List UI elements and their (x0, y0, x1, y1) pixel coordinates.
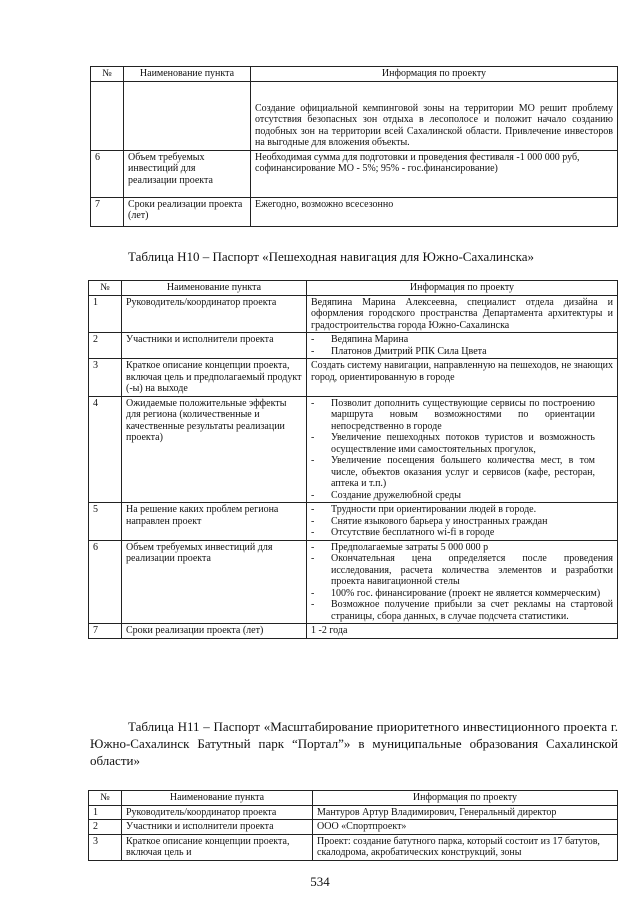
row-num: 2 (89, 333, 122, 359)
row-info: Ежегодно, возможно всесезонно (251, 197, 618, 226)
row-info: Необходимая сумма для подготовки и проведения фестиваля -1 000 000 руб, софинансирование МО - 5%; 95% - гос.финансирование) (251, 150, 618, 197)
row-name: Участники и исполнители проекта (122, 333, 307, 359)
row-name: Ожидаемые положительные эффекты для региона (количественные и качественные результаты реализации проекта) (122, 396, 307, 503)
row-name: Краткое описание концепции проекта, включая цель и (122, 834, 313, 860)
row-num: 1 (89, 805, 122, 820)
list-item: - Позволит дополнить существующие сервисы по построению маршрута новым возможностями по ориентации непосредственно в городе (307, 398, 595, 433)
list-item: - Предполагаемые затраты 5 000 000 р (307, 542, 613, 554)
table-row (89, 834, 618, 860)
row-info: Создать систему навигации, направленную на пешеходов, не знающих город, ориентированную в городе (307, 359, 618, 397)
table-top-continuation (90, 66, 618, 227)
participants-list (307, 334, 613, 357)
header-info: Информация по проекту (307, 281, 618, 296)
list-item: - Отсутствие бесплатного wi-fi в городе (307, 527, 613, 539)
problems-list (307, 504, 613, 539)
table-row (89, 333, 618, 359)
table-row (89, 820, 618, 835)
investment-list (307, 542, 613, 623)
list-item: - Создание дружелюбной среды (307, 490, 595, 502)
row-num: 5 (89, 503, 122, 541)
row-name: Краткое описание концепции проекта, включая цель и предполагаемый продукт (-ы) на выходе (122, 359, 307, 397)
row-num: 7 (89, 624, 122, 639)
table-row (91, 81, 618, 150)
effects-list (307, 398, 613, 502)
table-h11 (88, 790, 618, 861)
row-num: 6 (91, 150, 124, 197)
row-info: 1 -2 года (307, 624, 618, 639)
table-row (89, 503, 618, 541)
table-header-row (89, 281, 618, 296)
table-row (89, 295, 618, 333)
list-item: - Увеличение пешеходных потоков туристов и возможность осуществление ими самостоятельных прогулок, (307, 432, 595, 455)
header-name: Наименование пункта (124, 67, 251, 82)
header-num: № (91, 67, 124, 82)
header-name: Наименование пункта (122, 281, 307, 296)
list-item: - Снятие языкового барьера у иностранных граждан (307, 516, 613, 528)
row-name: Объем требуемых инвестиций для реализации проекта (122, 540, 307, 624)
table-row (89, 805, 618, 820)
list-item: - Возможное получение прибыли за счет рекламы на стартовой страницы, сбора данных, в случае подсчета статистики. (307, 599, 613, 622)
row-info: Проект: создание батутного парка, который состоит из 17 батутов, скалодрома, акробатических конструкций, зоны (313, 834, 618, 860)
header-name: Наименование пункта (122, 791, 313, 806)
list-item: - Увеличение посещения большего количества мест, в том числе, объектов оказания услуг и сервисов (кафе, ресторан, аптека и т.п.) (307, 455, 595, 490)
caption-h11: Таблица Н11 – Паспорт «Масштабирование приоритетного инвестиционного проекта г. Южно-Сахалинск Батутный парк “Портал”» в муниципальные образования Сахалинской области» (90, 719, 618, 768)
header-num: № (89, 281, 122, 296)
table-row (89, 396, 618, 503)
list-item: - Трудности при ориентировании людей в городе. (307, 504, 613, 516)
row-num: 3 (89, 834, 122, 860)
row-info: ООО «Спортпроект» (313, 820, 618, 835)
row-num: 3 (89, 359, 122, 397)
row-info: Ведяпина Марина Алексеевна, специалист отдела дизайна и оформления городского пространства Департамента архитектуры и градостроительства города Южно-Сахалинска (307, 295, 618, 333)
table-row (89, 624, 618, 639)
row-info: Мантуров Артур Владимирович, Генеральный директор (313, 805, 618, 820)
row-num: 4 (89, 396, 122, 503)
caption-h10: Таблица Н10 – Паспорт «Пешеходная навигация для Южно-Сахалинска» (128, 249, 535, 264)
row-name: Руководитель/координатор проекта (122, 295, 307, 333)
row-name: Сроки реализации проекта (лет) (124, 197, 251, 226)
row-cont-info: Создание официальной кемпинговой зоны на территории МО решит проблему отсутствия безопасных зон отдыха в лесополосе и положит начало созданию подобных зон на территории всей Сахалинской области. Привлечение инвесторов на выгодные для вложения объекты. (251, 81, 618, 150)
table-row (89, 540, 618, 624)
header-num: № (89, 791, 122, 806)
table-row (91, 150, 618, 197)
table-header-row (91, 67, 618, 82)
row-name: На решение каких проблем региона направлен проект (122, 503, 307, 541)
table-header-row (89, 791, 618, 806)
row-name: Руководитель/координатор проекта (122, 805, 313, 820)
row-num: 6 (89, 540, 122, 624)
row-name: Объем требуемых инвестиций для реализации проекта (124, 150, 251, 197)
row-num: 7 (91, 197, 124, 226)
list-item: - Платонов Дмитрий РПК Сила Цвета (307, 346, 613, 358)
list-item: - Окончательная цена определяется после проведения исследования, расчета количества элементов и разработки проекта навигационной стелы (307, 553, 613, 588)
list-item: - Ведяпина Марина (307, 334, 613, 346)
table-row (89, 359, 618, 397)
table-h10 (88, 280, 618, 639)
row-name: Сроки реализации проекта (лет) (122, 624, 307, 639)
table-row (91, 197, 618, 226)
header-info: Информация по проекту (313, 791, 618, 806)
page-number: 534 (310, 874, 330, 889)
row-name: Участники и исполнители проекта (122, 820, 313, 835)
header-info: Информация по проекту (251, 67, 618, 82)
row-num: 1 (89, 295, 122, 333)
row-num: 2 (89, 820, 122, 835)
list-item: - 100% гос. финансирование (проект не является коммерческим) (307, 588, 613, 600)
